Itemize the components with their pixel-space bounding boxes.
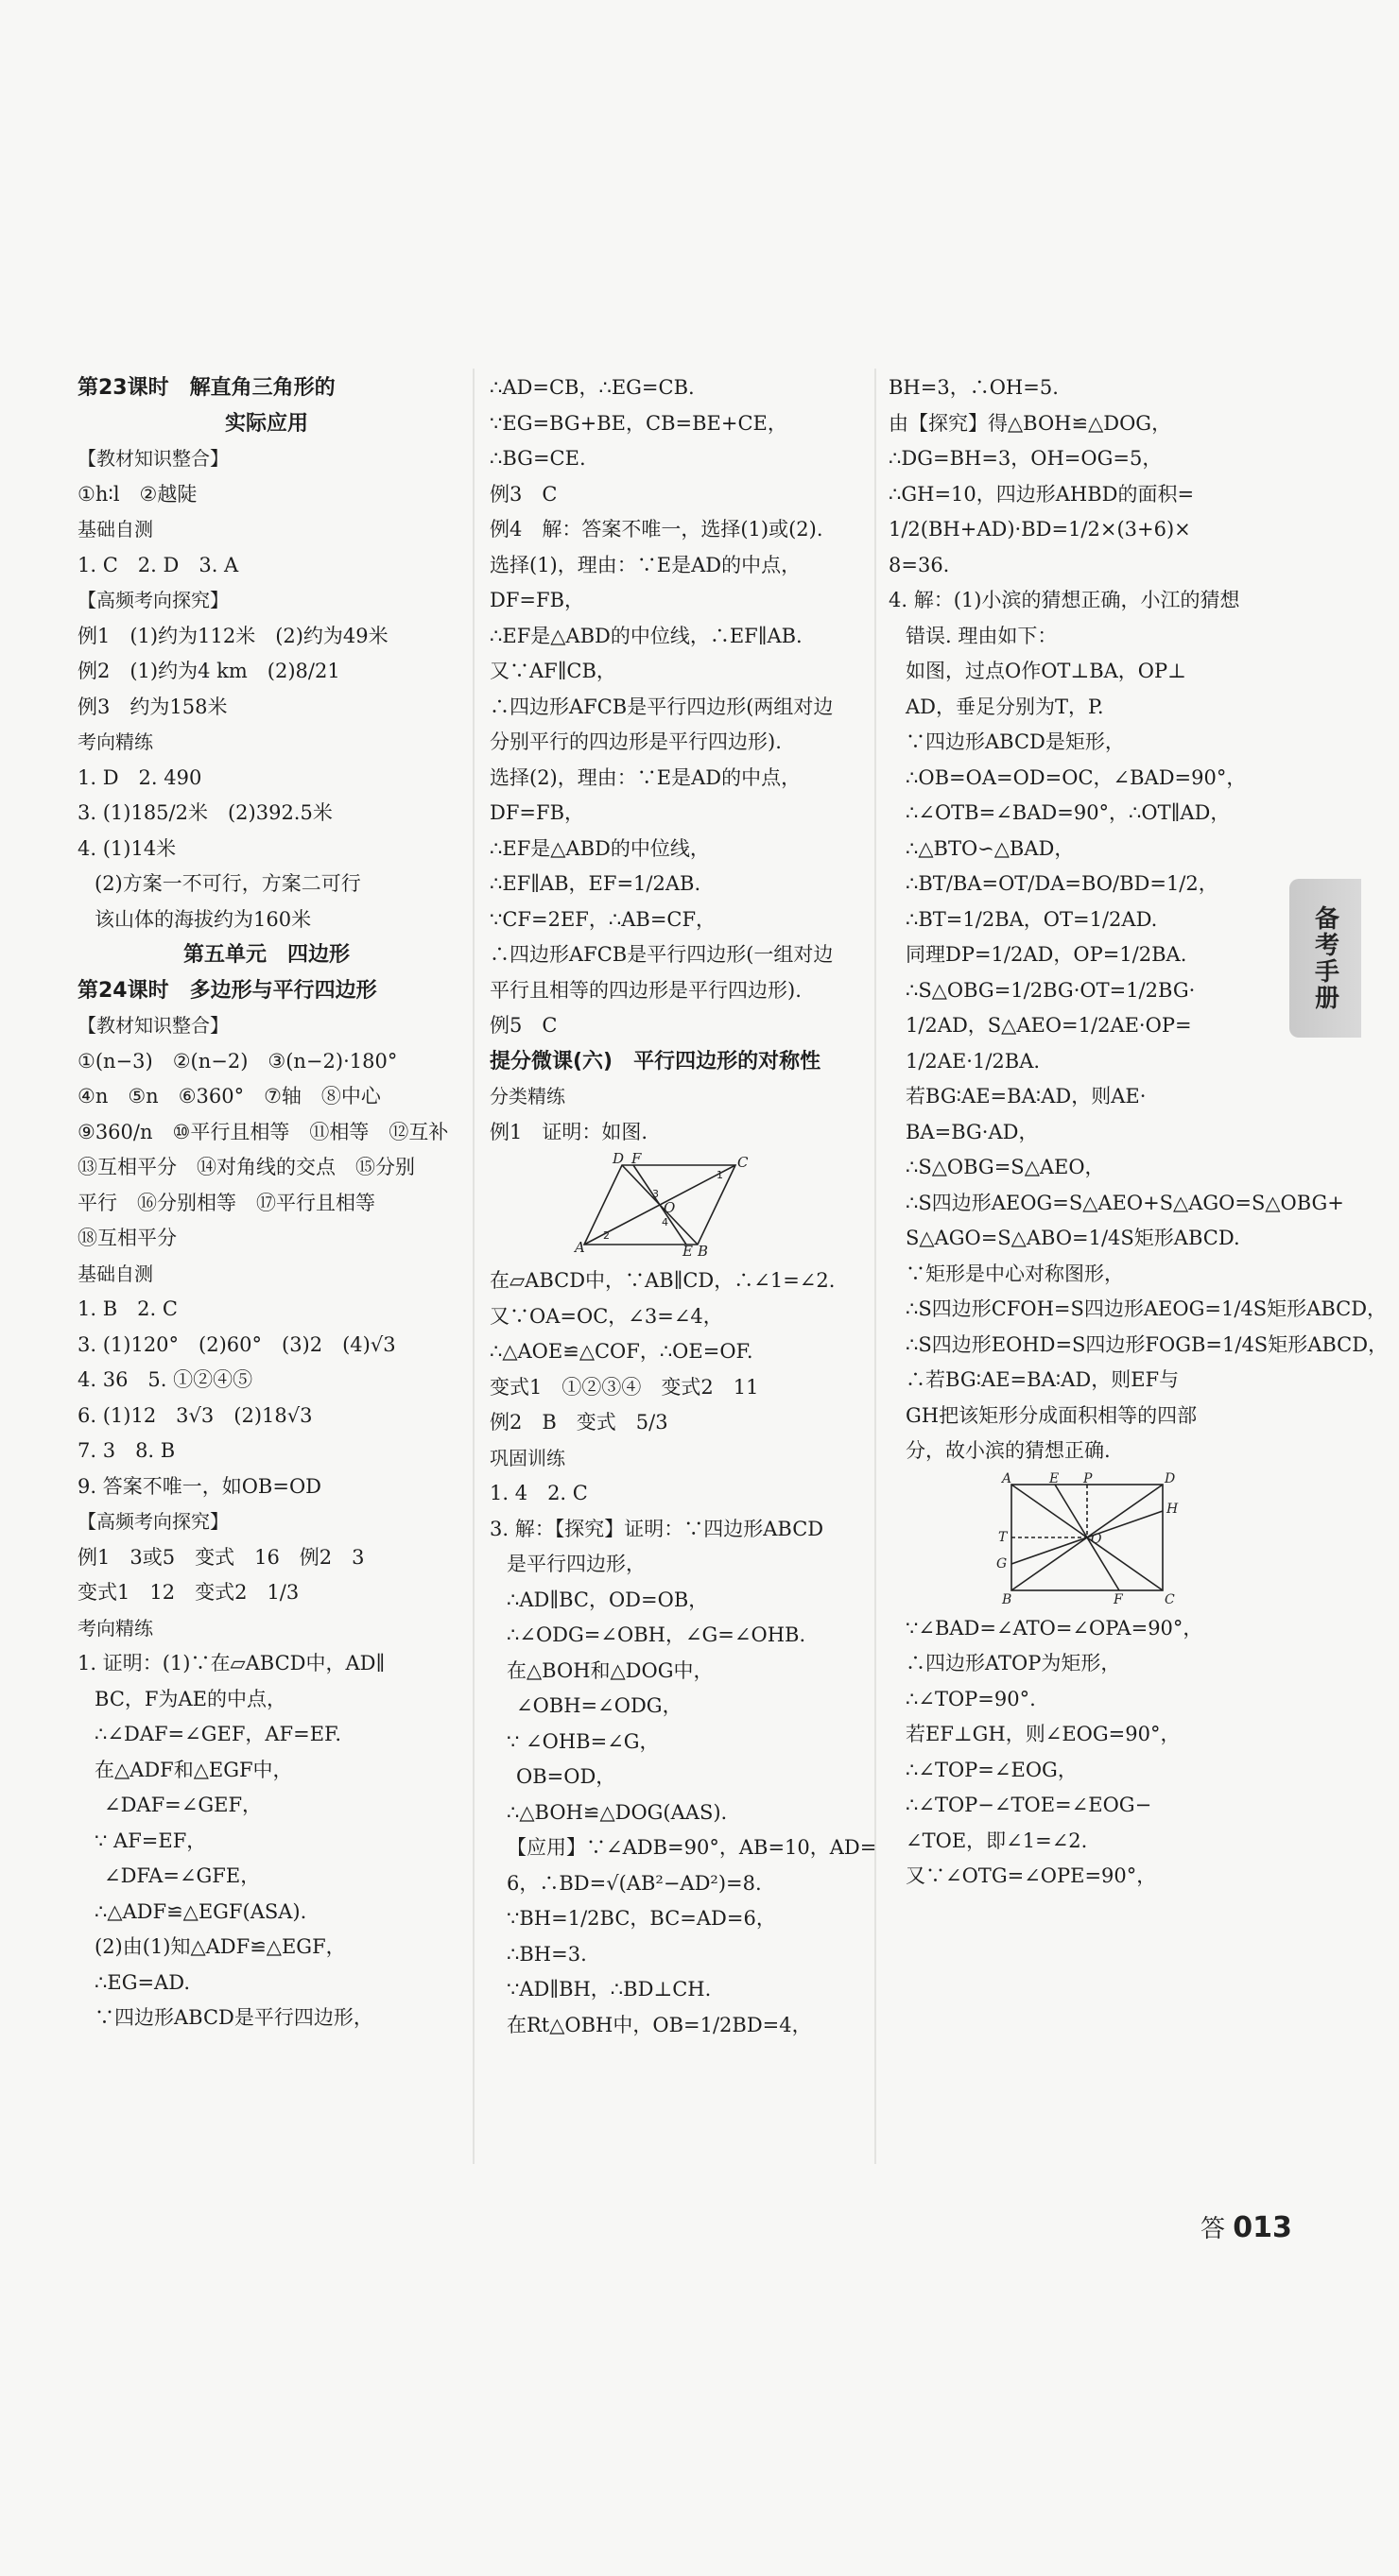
answer-line: 例1 3或5 变式 16 例2 3 [78, 1545, 365, 1569]
answer-line: ∴S△OBG=S△AEO， [906, 1156, 1105, 1178]
answer-line: 1. 证明：(1)∵在▱ABCD中，AD∥ [78, 1652, 386, 1674]
answer-line: ∴EF是△ABD的中位线， [490, 836, 710, 860]
answer-line: 9. 答案不唯一，如OB=OD [78, 1474, 322, 1498]
label-C: C [737, 1154, 749, 1171]
answer-line: 7. 3 8. B [78, 1439, 176, 1462]
answer-line: 提分微课(六) 平行四边形的对称性 [490, 1049, 821, 1073]
answer-line: 变式1 12 变式2 1/3 [78, 1581, 300, 1604]
answer-line: 若EF⊥GH，则∠EOG=90°， [906, 1723, 1181, 1745]
column-divider [473, 369, 475, 2164]
answer-line: 3. (1)185/2米 (2)392.5米 [78, 801, 333, 824]
answer-line: DF=FB， [490, 801, 585, 824]
answer-line: 分类精练 [490, 1085, 565, 1108]
answer-line: 例2 (1)约为4 km (2)8/21 [78, 660, 340, 682]
answer-line: ∵四边形ABCD是平行四边形， [95, 2006, 373, 2029]
answer-line: 基础自测 [78, 1262, 153, 1285]
answer-line: S△AGO=S△ABO=1/4S矩形ABCD. [906, 1227, 1240, 1249]
answer-line: 【高频考向探究】 [78, 589, 229, 611]
answer-line: ∴S△OBG=1/2BG·OT=1/2BG· [906, 978, 1196, 1002]
answer-line: ∴∠TOP=∠EOG， [906, 1758, 1078, 1781]
label-A: A [575, 1239, 585, 1256]
answer-line: ∴S四边形EOHD=S四边形FOGB=1/4S矩形ABCD， [906, 1332, 1389, 1356]
answer-line: 选择(2)，理由：∵E是AD的中点， [490, 765, 802, 789]
answer-line: 又∵AF∥CB， [490, 660, 616, 682]
answer-line: ⑱互相平分 [78, 1227, 177, 1249]
answer-line: ∴∠OTB=∠BAD=90°，∴OT∥AD， [906, 801, 1231, 824]
answer-line: 【高频考向探究】 [78, 1510, 229, 1533]
answer-line: DF=FB， [490, 589, 585, 611]
answer-line: ∴BT/BA=OT/DA=BO/BD=1/2， [906, 872, 1218, 895]
answer-line: ∵矩形是中心对称图形， [906, 1262, 1124, 1285]
answer-line: BH=3，∴OH=5. [889, 376, 1059, 399]
answer-line: ∴S四边形AEOG=S△AEO+S△AGO=S△OBG+ [906, 1191, 1344, 1214]
answer-line: 是平行四边形， [507, 1553, 646, 1575]
answer-line: 例3 C [490, 482, 558, 506]
page-label: 答 [1200, 2215, 1226, 2243]
side-tab: 备考手册 [1289, 879, 1361, 1038]
answer-line: ∴EF是△ABD的中位线，∴EF∥AB. [490, 624, 803, 647]
label-O: O [1091, 1531, 1102, 1547]
answer-line: 1/2AE·1/2BA. [906, 1049, 1041, 1073]
answer-line: 基础自测 [78, 518, 153, 541]
answer-line: ∴BH=3. [507, 1942, 587, 1966]
answer-line: ∴∠ODG=∠OBH，∠G=∠OHB. [507, 1623, 806, 1646]
answer-line: ∵四边形ABCD是矩形， [906, 730, 1125, 753]
middle-block-bottom [490, 1263, 882, 2043]
answer-line: ∴△BOH≌△DOG(AAS). [507, 1800, 728, 1824]
label-F: F [1114, 1591, 1123, 1607]
answer-line: AD，垂足分别为T，P. [906, 695, 1104, 718]
answer-line: ⑬互相平分 ⑭对角线的交点 ⑮分别 [78, 1156, 415, 1178]
angle-1: 1 [717, 1169, 723, 1181]
answer-line: BC，F为AE的中点， [95, 1687, 286, 1710]
answer-line: ∴四边形ATOP为矩形， [906, 1652, 1121, 1674]
answer-line: ∵AD∥BH，∴BD⊥CH. [507, 1978, 712, 2001]
answer-line: 若BG∶AE=BA∶AD，则AE· [906, 1085, 1147, 1108]
answer-line: 第24课时 多边形与平行四边形 [78, 978, 377, 1003]
answer-line: ∵∠BAD=∠ATO=∠OPA=90°， [906, 1616, 1203, 1640]
answer-line: 1. 4 2. C [490, 1482, 588, 1504]
answer-line: 例1 (1)约为112米 (2)约为49米 [78, 624, 389, 647]
answer-line: ∵ ∠OHB=∠G， [507, 1729, 660, 1753]
answer-line: ∴DG=BH=3，OH=OG=5， [889, 447, 1163, 470]
answer-line: 【应用】∵∠ADB=90°，AB=10，AD= [507, 1836, 877, 1859]
answer-line: 又∵OA=OC，∠3=∠4， [490, 1304, 723, 1328]
answer-line: 在△BOH和△DOG中， [507, 1658, 714, 1682]
answer-line: 4. (1)14米 [78, 836, 177, 860]
answer-line: 考向精练 [78, 1616, 153, 1640]
answer-line: ∴GH=10，四边形AHBD的面积= [889, 482, 1195, 506]
answer-line: 4. 解：(1)小滨的猜想正确，小江的猜想 [889, 589, 1240, 611]
answer-line: ∴△BTO∽△BAD， [906, 836, 1075, 860]
label-F: F [631, 1150, 642, 1167]
label-G: G [996, 1555, 1008, 1571]
answer-line: 错误. 理由如下： [906, 624, 1058, 647]
answer-line: ∴若BG∶AE=BA∶AD，则EF与 [906, 1368, 1180, 1391]
answer-line: 6. (1)12 3√3 (2)18√3 [78, 1403, 313, 1427]
answer-line: ∴BG=CE. [490, 447, 586, 470]
answer-line: 变式1 ①②③④ 变式2 11 [490, 1375, 759, 1399]
label-T: T [998, 1529, 1008, 1545]
label-D: D [613, 1150, 625, 1167]
answer-line: ∴AD∥BC，OD=OB， [507, 1588, 709, 1611]
answer-line: 4. 36 5. ①②④⑤ [78, 1368, 253, 1391]
answer-line: 3. (1)120° (2)60° (3)2 (4)√3 [78, 1332, 396, 1356]
answer-line: 1/2AD，S△AEO=1/2AE·OP= [906, 1014, 1192, 1037]
answer-line: BA=BG·AD， [906, 1120, 1039, 1143]
right-block-bottom [889, 1611, 1286, 1895]
answer-line: ④n ⑤n ⑥360° ⑦轴 ⑧中心 [78, 1085, 381, 1108]
answer-line: 1. B 2. C [78, 1297, 178, 1320]
label-E: E [1049, 1470, 1060, 1486]
answer-line: ∠OBH=∠ODG， [516, 1694, 682, 1717]
label-B: B [1002, 1591, 1012, 1607]
answer-line: 选择(1)，理由：∵E是AD的中点， [490, 553, 802, 576]
answer-column-middle [490, 370, 882, 2043]
answer-line: 实际应用 [224, 411, 308, 436]
answer-line: ∴四边形AFCB是平行四边形(一组对边 [490, 943, 834, 966]
answer-line: (2)由(1)知△ADF≌△EGF， [95, 1935, 346, 1958]
parallelogram-figure [575, 1150, 754, 1260]
answer-line: 巩固训练 [490, 1446, 565, 1469]
answer-line: 分，故小滨的猜想正确. [906, 1439, 1111, 1462]
answer-line: 6，∴BD=√(AB²−AD²)=8. [507, 1871, 762, 1895]
answer-line: 例2 B 变式 5/3 [490, 1411, 668, 1434]
answer-line: 平行且相等的四边形是平行四边形). [490, 978, 802, 1002]
answer-line: ∴S四边形CFOH=S四边形AEOG=1/4S矩形ABCD， [906, 1297, 1388, 1320]
answer-line: ∴EF∥AB，EF=1/2AB. [490, 872, 701, 895]
answer-line: 在Rt△OBH中，OB=1/2BD=4， [507, 2013, 812, 2036]
answer-line: 又∵∠OTG=∠OPE=90°， [906, 1864, 1157, 1887]
answer-line: ∠DAF=∠GEF， [104, 1794, 263, 1816]
page-number-value: 013 [1233, 2211, 1292, 2244]
answer-line: 第五单元 四边形 [182, 943, 350, 967]
answer-line: 例3 约为158米 [78, 695, 228, 718]
label-O: O [664, 1199, 676, 1216]
label-C: C [1165, 1591, 1175, 1607]
answer-line: 在△ADF和△EGF中， [95, 1758, 293, 1781]
middle-block-top [490, 370, 882, 1150]
answer-line: 考向精练 [78, 730, 153, 753]
answer-line: ∴BT=1/2BA，OT=1/2AD. [906, 907, 1158, 931]
answer-line: ∵CF=2EF，∴AB=CF， [490, 907, 717, 931]
answer-line: 分别平行的四边形是平行四边形). [490, 730, 782, 753]
label-P: P [1083, 1470, 1093, 1486]
answer-line: 该山体的海拔约为160米 [95, 907, 312, 931]
label-D: D [1165, 1470, 1176, 1486]
answer-line: 第23课时 解直角三角形的 [78, 376, 336, 400]
answer-line: 1/2(BH+AD)·BD=1/2×(3+6)× [889, 518, 1191, 541]
answer-line: 1. C 2. D 3. A [78, 553, 239, 576]
answer-line: ∵EG=BG+BE，CB=BE+CE， [490, 411, 787, 435]
page-number [1200, 2209, 1292, 2244]
answer-line: ∴AD=CB，∴EG=CB. [490, 376, 695, 399]
answer-line: 3. 解：【探究】证明：∵四边形ABCD [490, 1517, 824, 1540]
angle-3: 3 [652, 1188, 659, 1200]
answer-line: 例4 解：答案不唯一，选择(1)或(2). [490, 518, 823, 541]
answer-line: 例1 证明：如图. [490, 1120, 648, 1143]
label-H: H [1166, 1501, 1179, 1517]
answer-line: ∴四边形AFCB是平行四边形(两组对边 [490, 695, 834, 718]
angle-4: 4 [662, 1216, 668, 1228]
answer-line: ①h∶l ②越陡 [78, 482, 198, 506]
answer-line: ∵BH=1/2BC，BC=AD=6， [507, 1907, 776, 1930]
answer-line: 8=36. [889, 553, 950, 576]
answer-line: ∠DFA=∠GFE， [104, 1864, 261, 1887]
answer-line: ∵ AF=EF， [95, 1829, 207, 1852]
answer-line: ①(n−3) ②(n−2) ③(n−2)·180° [78, 1049, 398, 1073]
answer-line: OB=OD， [516, 1765, 616, 1788]
answer-line: 【教材知识整合】 [78, 447, 229, 470]
answer-line: ⑨360/n ⑩平行且相等 ⑪相等 ⑫互补 [78, 1120, 449, 1143]
answer-line: 【教材知识整合】 [78, 1014, 229, 1037]
answer-line: 例5 C [490, 1014, 558, 1037]
answer-line: ∴EG=AD. [95, 1970, 190, 1994]
label-B: B [698, 1243, 709, 1260]
answer-line: ∠TOE，即∠1=∠2. [906, 1829, 1088, 1852]
answer-line: ∴OB=OA=OD=OC，∠BAD=90°， [906, 765, 1247, 789]
answer-line: 同理DP=1/2AD，OP=1/2BA. [906, 943, 1187, 966]
answer-line: ∴∠TOP−∠TOE=∠EOG− [906, 1794, 1152, 1816]
answer-line: ∴△ADF≌△EGF(ASA). [95, 1899, 307, 1923]
answer-line: 平行 ⑯分别相等 ⑰平行且相等 [78, 1191, 375, 1214]
label-E: E [682, 1243, 693, 1260]
answer-line: (2)方案一不可行，方案二可行 [95, 872, 361, 895]
answer-line: GH把该矩形分成面积相等的四部 [906, 1403, 1198, 1427]
answer-line: ∴△AOE≌△COF，∴OE=OF. [490, 1340, 753, 1363]
answer-line: 1. D 2. 490 [78, 765, 202, 789]
label-A: A [1002, 1470, 1012, 1486]
answer-column-left [78, 370, 456, 2036]
rectangle-figure [993, 1470, 1182, 1607]
answer-line: 在▱ABCD中，∵AB∥CD，∴∠1=∠2. [490, 1269, 836, 1292]
answer-line: ∴∠DAF=∠GEF，AF=EF. [95, 1723, 342, 1745]
answer-line: 如图，过点O作OT⊥BA，OP⊥ [906, 660, 1186, 682]
answer-line: ∴∠TOP=90°. [906, 1687, 1036, 1710]
answer-line: 由【探究】得△BOH≌△DOG， [889, 411, 1172, 435]
angle-2: 2 [603, 1229, 610, 1242]
